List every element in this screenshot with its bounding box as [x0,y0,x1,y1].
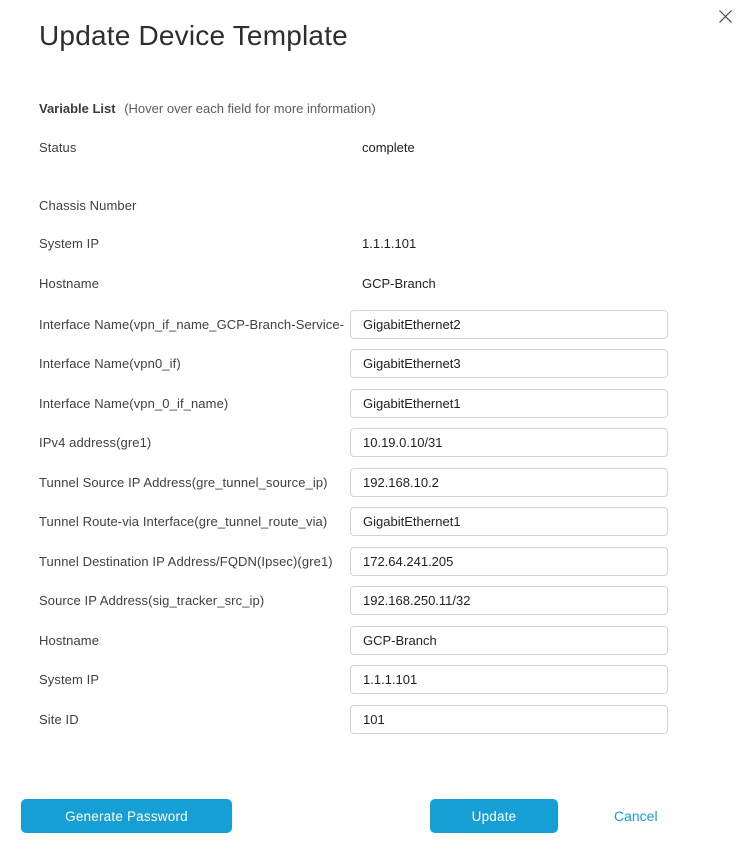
interface-name-vpn-0-if-name-row [39,389,668,418]
interface-name-vpn0-if-label: Interface Name(vpn0_if) [39,356,181,371]
generate-password-button[interactable]: Generate Password [21,799,232,833]
close-icon[interactable] [712,3,738,29]
close-x-glyph [718,9,733,24]
variable-list-header [39,101,376,116]
system-ip-label: System IP [39,235,100,251]
tunnel-route-via-interface-input[interactable] [350,507,668,536]
hostname-value: GCP-Branch [362,275,436,291]
variable-list-title: Variable List [39,101,116,116]
interface-name-vpn-0-if-name-label: Interface Name(vpn_0_if_name) [39,396,229,411]
chassis-number-row [39,195,668,215]
tunnel-destination-ip-row [39,547,668,576]
tunnel-route-via-interface-label: Tunnel Route-via Interface(gre_tunnel_route_via) [39,514,328,529]
site-id-input[interactable] [350,705,668,734]
system-ip-value: 1.1.1.101 [362,235,417,251]
ipv4-address-gre1-label: IPv4 address(gre1) [39,435,152,450]
system-ip-row [39,233,668,253]
interface-name-vpn-if-name-input[interactable] [350,310,668,339]
page-title: Update Device Template [39,20,348,51]
interface-name-vpn-0-if-name-input[interactable] [350,389,668,418]
source-ip-address-label: Source IP Address(sig_tracker_src_ip) [39,593,265,608]
status-label: Status [39,139,77,155]
hostname-input-row [39,626,668,655]
update-button[interactable]: Update [430,799,558,833]
interface-name-vpn0-if-row [39,349,668,378]
site-id-row [39,705,668,734]
tunnel-source-ip-input[interactable] [350,468,668,497]
interface-name-vpn0-if-input[interactable] [350,349,668,378]
cancel-button[interactable]: Cancel [614,808,658,824]
ipv4-address-gre1-input[interactable] [350,428,668,457]
interface-name-vpn-if-name-row [39,310,668,339]
status-value: complete [362,139,415,155]
hostname-input[interactable] [350,626,668,655]
system-ip-input-row [39,665,668,694]
system-ip-input[interactable] [350,665,668,694]
tunnel-destination-ip-label: Tunnel Destination IP Address/FQDN(Ipsec)(gre1) [39,554,333,569]
source-ip-address-input[interactable] [350,586,668,615]
tunnel-source-ip-row [39,468,668,497]
site-id-label: Site ID [39,712,79,727]
variable-list-hint: (Hover over each field for more information) [124,101,376,116]
ipv4-address-gre1-row [39,428,668,457]
hostname-row [39,273,668,293]
system-ip-input-label: System IP [39,672,100,687]
tunnel-destination-ip-input[interactable] [350,547,668,576]
tunnel-source-ip-label: Tunnel Source IP Address(gre_tunnel_source_ip) [39,475,328,490]
source-ip-address-row [39,586,668,615]
interface-name-vpn-if-name-label: Interface Name(vpn_if_name_GCP-Branch-Service- [39,317,345,332]
hostname-label: Hostname [39,275,100,291]
tunnel-route-via-interface-row [39,507,668,536]
hostname-input-label: Hostname [39,633,100,648]
chassis-number-label: Chassis Number [39,197,137,213]
status-row [39,137,668,157]
